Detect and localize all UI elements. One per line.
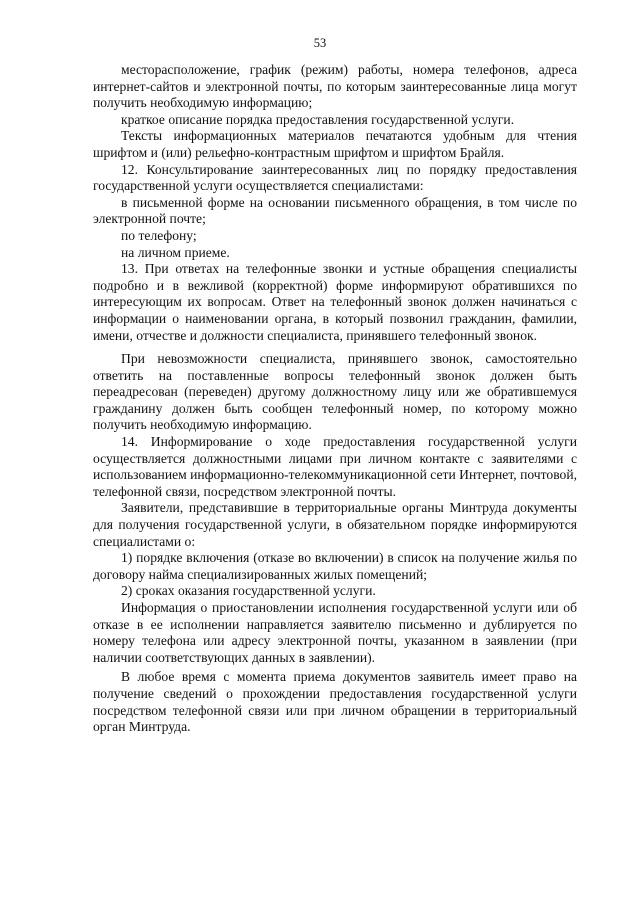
paragraph: по телефону; bbox=[121, 227, 197, 243]
paragraph: краткое описание порядка предоставления государственной услуги. bbox=[121, 111, 515, 127]
paragraph: месторасположение, график (режим) работы, номера телефонов, адреса интернет-сайтов и электронной почты, по которым заинтересованные лица могут получить необходимую информацию; bbox=[93, 62, 577, 111]
paragraph: 1) порядке включения (отказе во включении) в список на получение жилья по договору найма специализированных жилых помещений; bbox=[93, 550, 577, 582]
paragraph: 12. Консультирование заинтересованных лиц по порядку предоставления государственной услуги осуществляется специалистами: bbox=[93, 161, 577, 194]
paragraph: в письменной форме на основании письменного обращения, в том числе по электронной почте; bbox=[93, 194, 577, 227]
paragraph: Заявители, представившие в территориальные органы Минтруда документы для получения государственной услуги, в обязательном порядке информируются специалистами о: bbox=[93, 500, 577, 549]
paragraph: 2) сроках оказания государственной услуги. bbox=[121, 583, 376, 599]
paragraph: на личном приеме. bbox=[121, 244, 230, 260]
paragraph: 14. Информирование о ходе предоставления государственной услуги осуществляется должностными лицами при личном контакте с заявителями с использованием информационно-телекоммуникационной сети Интернет, почтовой, телефонной связи, посредством электронной почты. bbox=[93, 434, 577, 499]
document-body bbox=[93, 62, 577, 736]
paragraph: 13. При ответах на телефонные звонки и устные обращения специалисты подробно и в вежливой (корректной) форме информируют обратившихся по интересующим их вопросам. Ответ на телефонный звонок должен начинаться с информации о наименовании органа, в который позвонил гражданин, фамилии, имени, отчестве и должности специалиста, принявшего телефонный звонок. bbox=[93, 261, 577, 343]
paragraph: Тексты информационных материалов печатаются удобным для чтения шрифтом и (или) рельефно-контрастным шрифтом и шрифтом Брайля. bbox=[93, 128, 577, 160]
page-number: 53 bbox=[313, 36, 327, 50]
paragraph: Информация о приостановлении исполнения государственной услуги или об отказе в ее исполнении направляется заявителю письменно и дублируется по номеру телефона или адресу электронной почты, указанном в заявлении (при наличии соответствующих данных в заявлении). bbox=[93, 600, 577, 665]
paragraph: В любое время с момента приема документов заявитель имеет право на получение сведений о прохождении предоставления государственной услуги посредством телефонной связи или при личном обращении в территориальный орган Минтруда. bbox=[93, 669, 577, 735]
paragraph: При невозможности специалиста, принявшего звонок, самостоятельно ответить на поставленные вопросы телефонный звонок должен быть переадресован (переведен) другому должностному лицу или же обратившемуся гражданину должен быть сообщен телефонный номер, по которому можно получить необходимую информацию. bbox=[93, 351, 577, 433]
